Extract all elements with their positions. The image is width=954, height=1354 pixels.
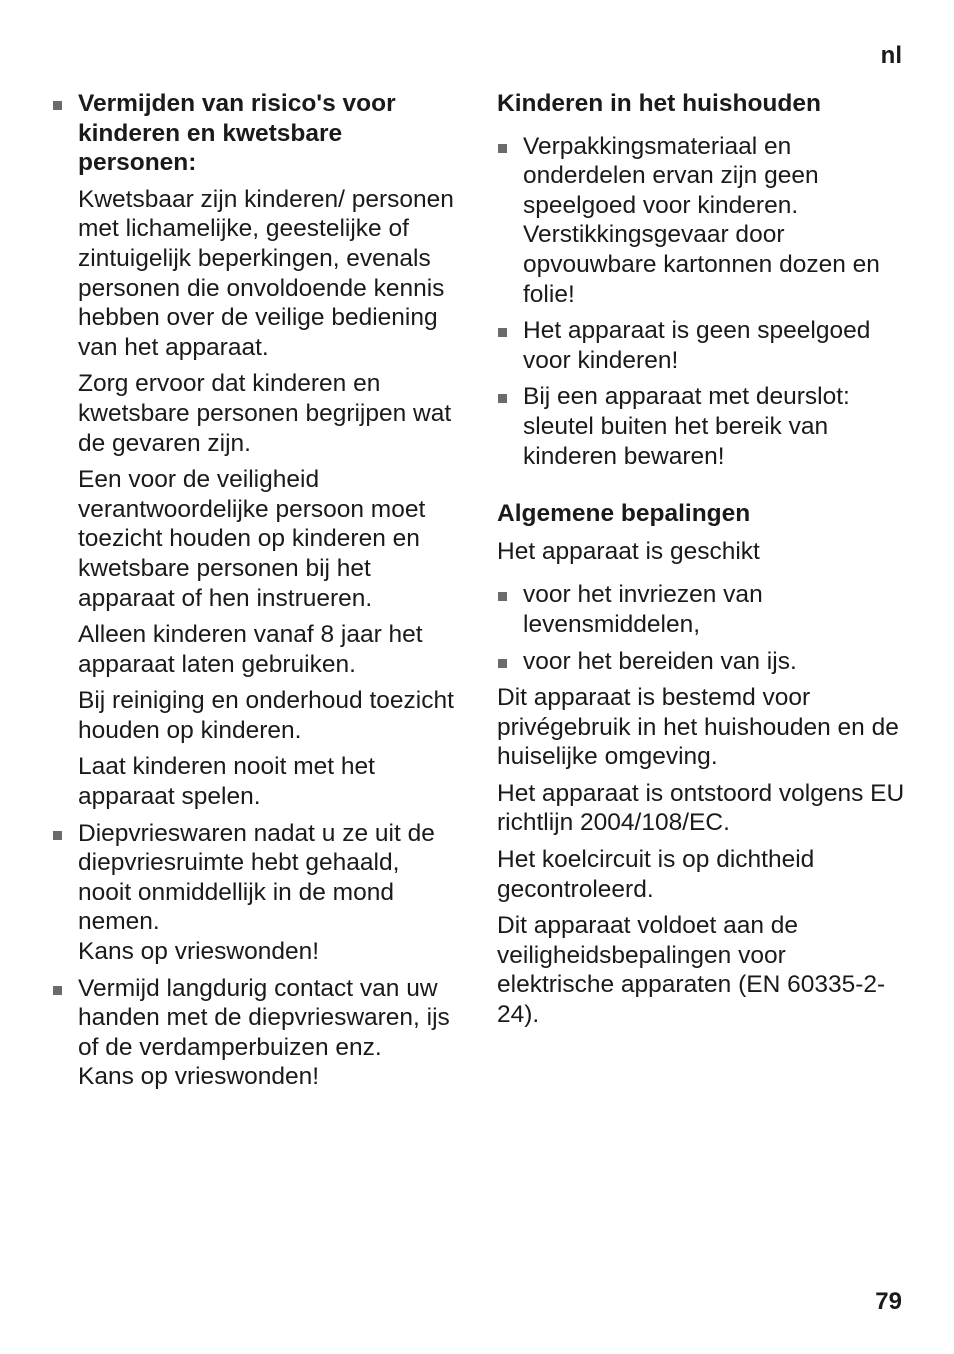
- paragraph: Een voor de veiligheid verantwoordelijke persoon moet toezicht houden op kinderen en kwetsbare personen bij het apparaat of hen instrueren.: [78, 466, 426, 612]
- list-item-text: Diepvrieswaren nadat u ze uit de diepvriesruimte hebt gehaald, nooit onmiddellijk in de mond nemen.: [78, 819, 435, 936]
- paragraph: Het apparaat is geschikt: [497, 537, 760, 565]
- left-column: [52, 89, 457, 1099]
- square-bullet-icon: [53, 986, 62, 995]
- right-column: [497, 89, 907, 1037]
- warning-text: Kans op vrieswonden!: [78, 938, 320, 966]
- list-item: [52, 819, 457, 967]
- list-item-text: voor het invriezen van levensmiddelen,: [523, 581, 763, 638]
- square-bullet-icon: [498, 394, 507, 403]
- paragraph: Laat kinderen nooit met het apparaat spelen.: [78, 753, 375, 811]
- list-item-text: Verpakkingsmateriaal en onderdelen ervan zijn geen speelgoed voor kinderen. Verstikkingsgevaar door opvouwbare kartonnen dozen en folie!: [523, 132, 880, 308]
- paragraph: Dit apparaat voldoet aan de veiligheidsbepalingen voor elektrische apparaten (EN 60335-2-24).: [497, 912, 886, 1029]
- square-bullet-icon: [498, 592, 507, 601]
- list-item: [52, 89, 457, 812]
- list-item-text: Bij een apparaat met deurslot: sleutel buiten het bereik van kinderen bewaren!: [523, 383, 850, 470]
- square-bullet-icon: [53, 101, 62, 110]
- section-heading: Algemene bepalingen: [497, 500, 751, 528]
- list-item: [497, 580, 907, 639]
- list-item-text: Het apparaat is geen speelgoed voor kinderen!: [523, 317, 871, 374]
- list-item-text: Vermijd langdurig contact van uw handen met de diepvrieswaren, ijs of de verdamperbuizen enz.: [78, 974, 450, 1061]
- list-item: [497, 382, 907, 471]
- page-number: 79: [875, 1288, 902, 1315]
- language-code: nl: [880, 42, 902, 69]
- square-bullet-icon: [498, 659, 507, 668]
- warning-text: Kans op vrieswonden!: [78, 1063, 320, 1091]
- square-bullet-icon: [53, 831, 62, 840]
- paragraph: Het apparaat is ontstoord volgens EU richtlijn 2004/108/EC.: [497, 779, 905, 837]
- paragraph: Dit apparaat is bestemd voor privégebruik in het huishouden en de huiselijke omgeving.: [497, 684, 899, 771]
- paragraph: Kwetsbaar zijn kinderen/ personen met lichamelijke, geestelijke of zintuigelijk beperkingen, evenals personen die onvoldoende kennis hebben over de veilige bediening van het apparaat.: [78, 185, 454, 361]
- section-heading: Kinderen in het huishouden: [497, 90, 821, 117]
- paragraph: Alleen kinderen vanaf 8 jaar het apparaat laten gebruiken.: [78, 621, 423, 678]
- list-item-text: voor het bereiden van ijs.: [523, 647, 797, 675]
- paragraph: Het koelcircuit is op dichtheid gecontroleerd.: [497, 846, 815, 903]
- square-bullet-icon: [498, 144, 507, 153]
- list-item: [497, 316, 907, 375]
- square-bullet-icon: [498, 328, 507, 337]
- list-item: [497, 132, 907, 310]
- paragraph: Bij reiniging en onderhoud toezicht houden op kinderen.: [78, 687, 454, 744]
- list-item: [52, 974, 457, 1092]
- section-heading: Vermijden van risico's voor kinderen en kwetsbare personen:: [78, 90, 396, 177]
- list-item: [497, 647, 907, 677]
- paragraph: Zorg ervoor dat kinderen en kwetsbare personen begrijpen wat de gevaren zijn.: [78, 370, 452, 457]
